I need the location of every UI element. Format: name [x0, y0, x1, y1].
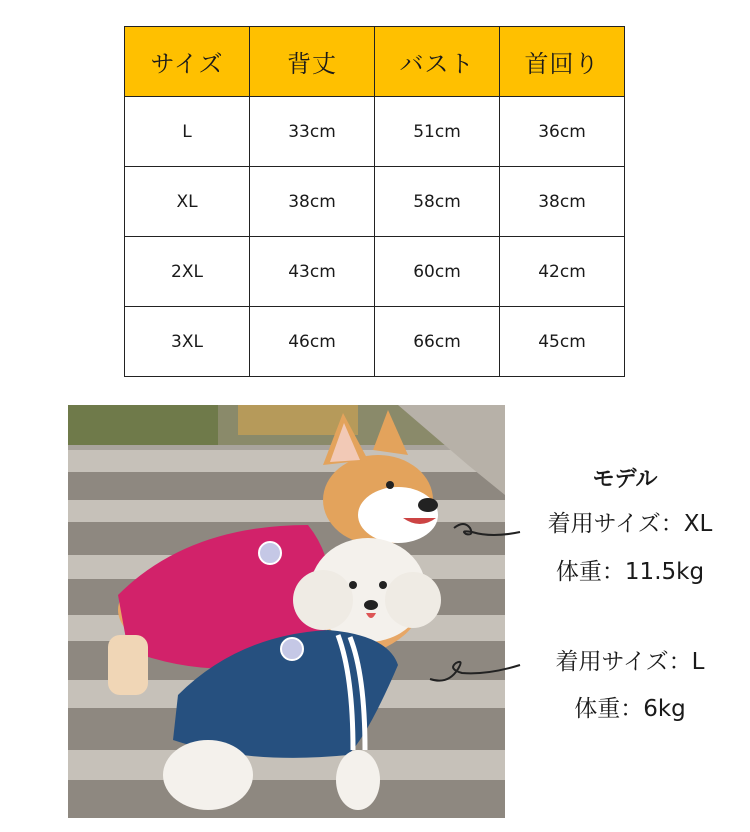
dogs-photo: [68, 405, 505, 818]
table-row: [125, 97, 625, 167]
corgi-weight-label: 体重：11.5kg: [555, 559, 705, 585]
table-header-row: [125, 27, 625, 97]
header-back-length: 背丈: [250, 27, 375, 97]
poodle-size-label: 着用サイズ：L: [555, 649, 705, 675]
cell-back-length: 43cm: [250, 237, 375, 307]
cell-size: L: [125, 97, 250, 167]
header-bust: バスト: [375, 27, 500, 97]
poodle-weight-label: 体重：6kg: [574, 696, 686, 722]
model-title: モデル: [592, 467, 658, 492]
cell-bust: 51cm: [375, 97, 500, 167]
cell-bust: 58cm: [375, 167, 500, 237]
cell-back-length: 46cm: [250, 307, 375, 377]
cell-back-length: 33cm: [250, 97, 375, 167]
cell-bust: 60cm: [375, 237, 500, 307]
cell-neck: 38cm: [500, 167, 625, 237]
header-size: サイズ: [125, 27, 250, 97]
cell-size: XL: [125, 167, 250, 237]
cell-bust: 66cm: [375, 307, 500, 377]
cell-size: 2XL: [125, 237, 250, 307]
table-row: [125, 307, 625, 377]
cell-neck: 36cm: [500, 97, 625, 167]
size-table: [124, 26, 625, 377]
corgi-size-label: 着用サイズ：XL: [547, 511, 713, 537]
cell-neck: 42cm: [500, 237, 625, 307]
poodle-pointer-line: [428, 655, 522, 689]
dogs-illustration: [68, 405, 505, 818]
table-row: [125, 237, 625, 307]
cell-size: 3XL: [125, 307, 250, 377]
header-neck: 首回り: [500, 27, 625, 97]
corgi-pointer-line: [452, 518, 522, 548]
cell-neck: 45cm: [500, 307, 625, 377]
table-row: [125, 167, 625, 237]
cell-back-length: 38cm: [250, 167, 375, 237]
